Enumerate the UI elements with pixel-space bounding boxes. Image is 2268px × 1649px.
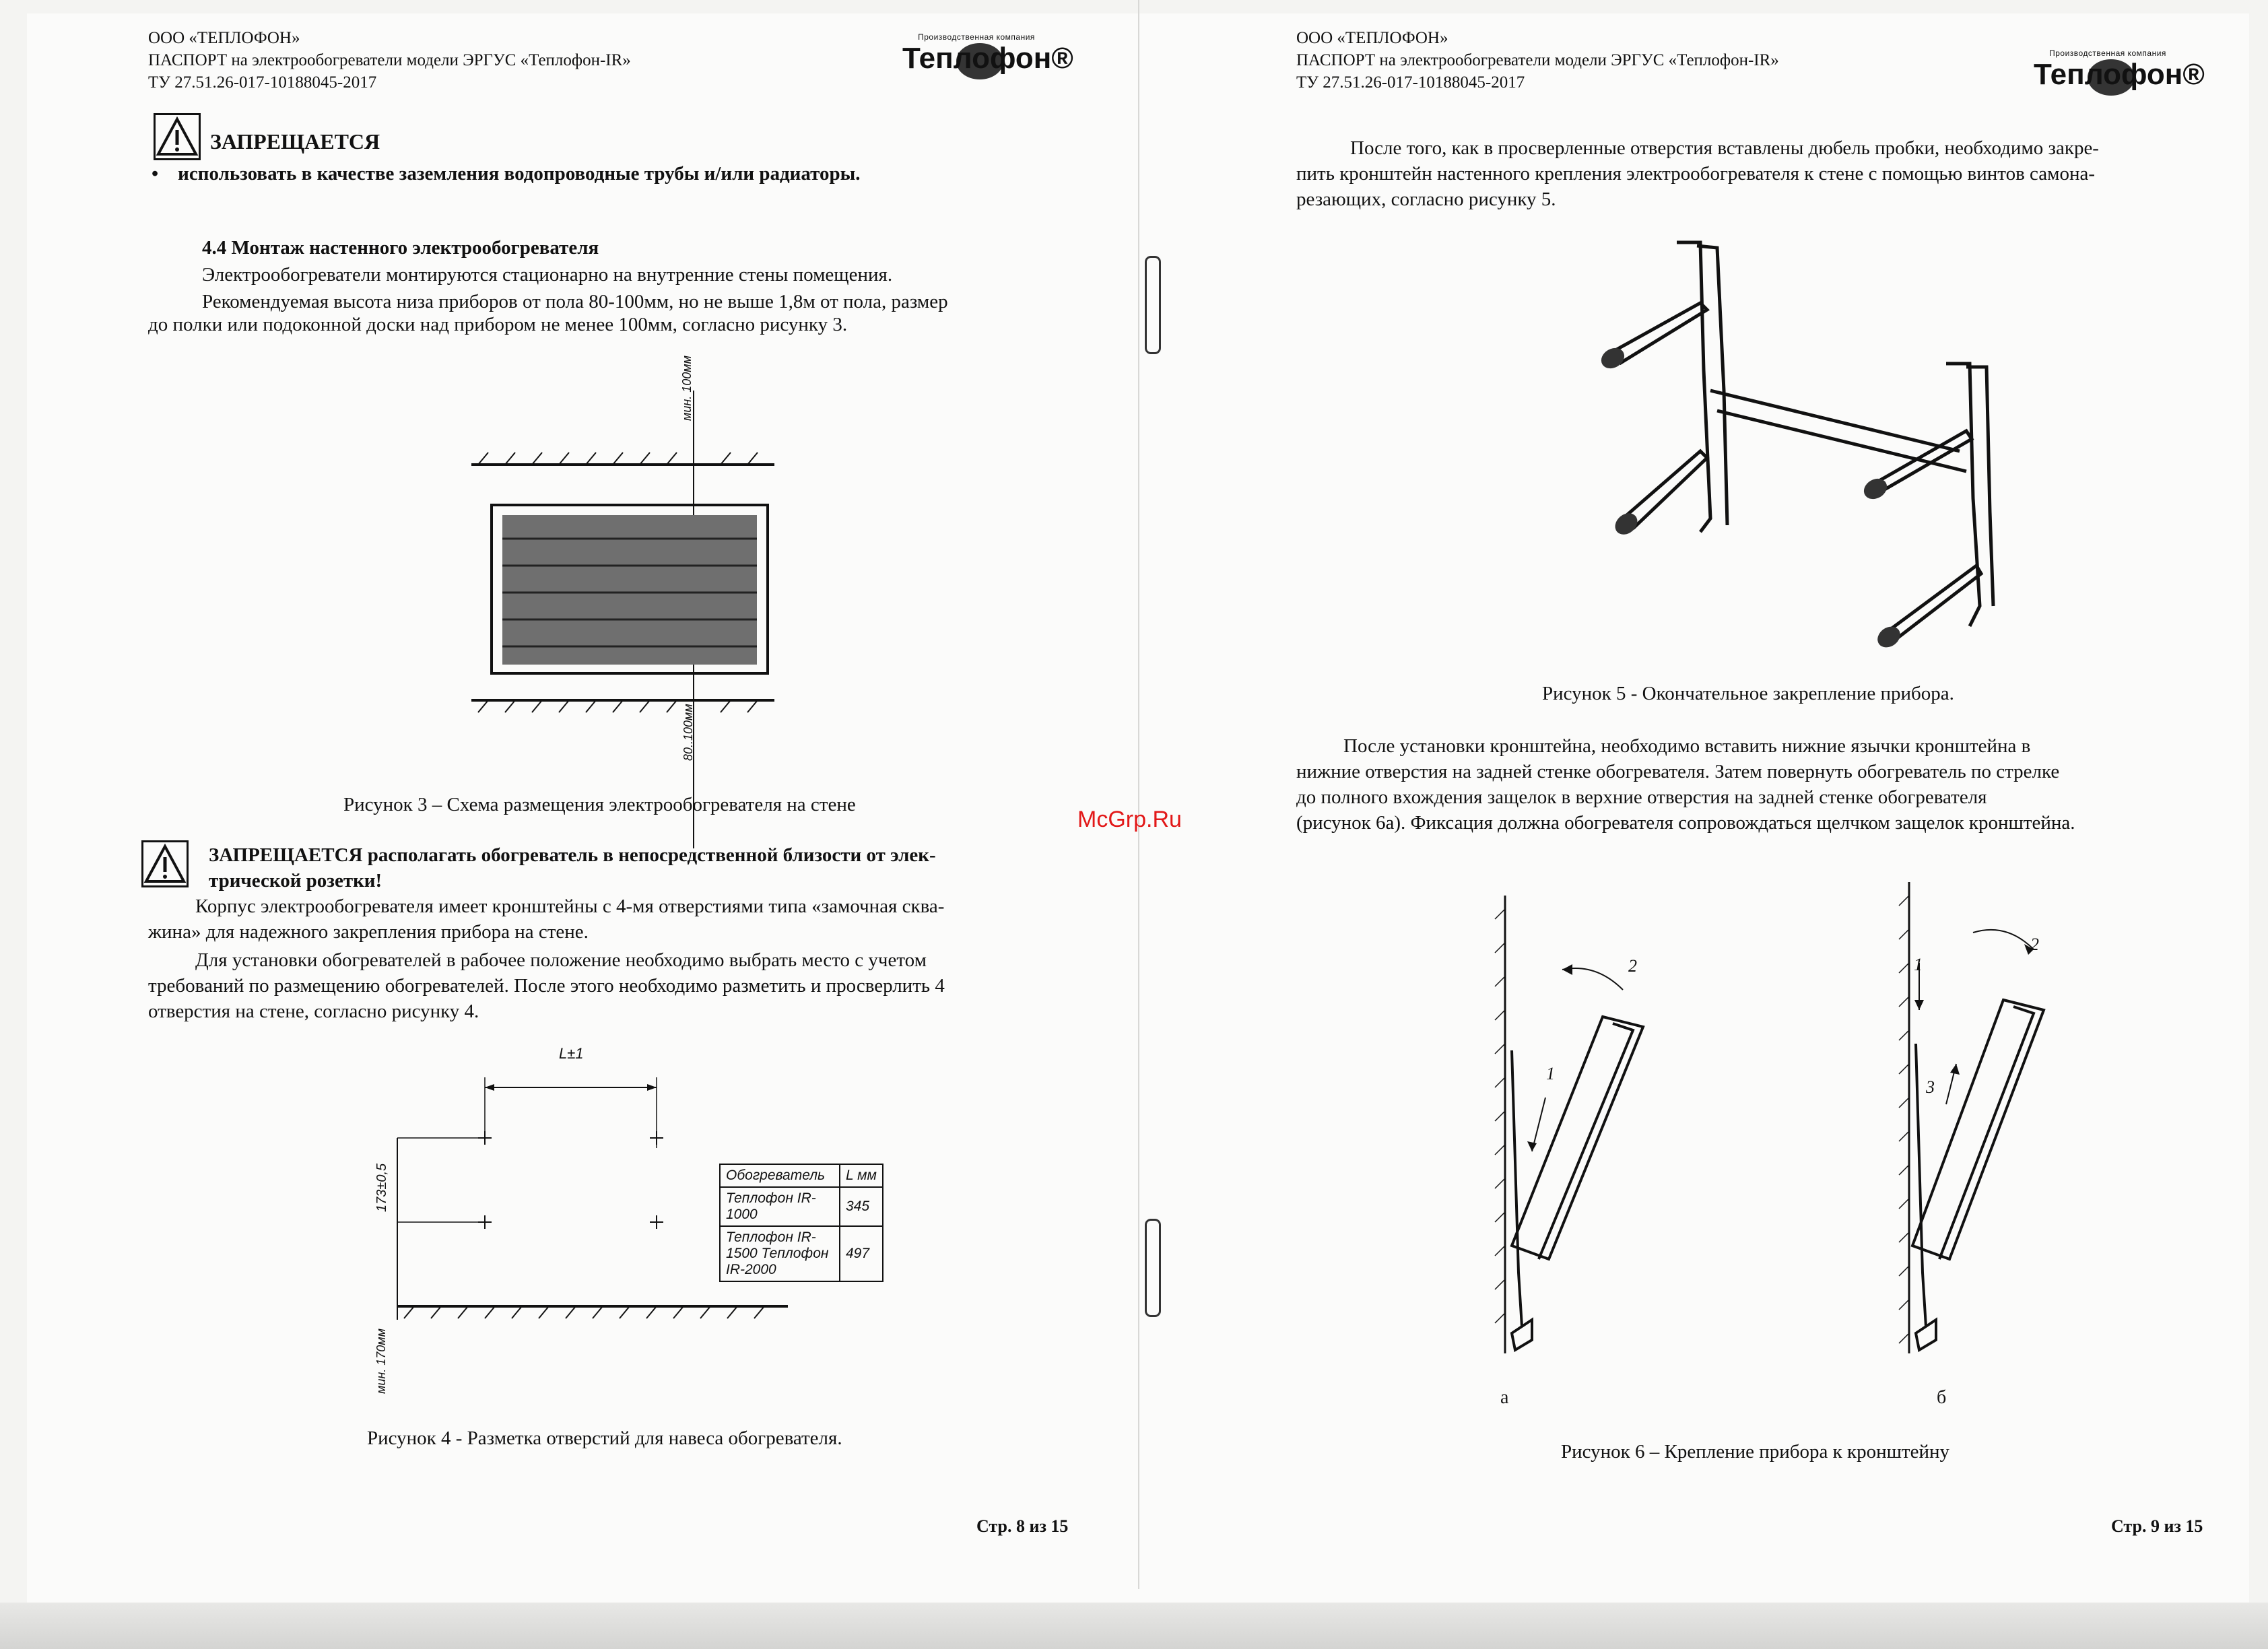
header-company: ООО «ТЕПЛОФОН» xyxy=(148,29,300,47)
header-tu: ТУ 27.51.26-017-10188045-2017 xyxy=(148,73,377,92)
paragraph-3b: жина» для надежного закрепления прибора на стене. xyxy=(148,921,589,943)
figure-5-bracket xyxy=(1582,229,2054,673)
logo-brand: Теплофон® xyxy=(902,42,1073,75)
paragraph-3a: Корпус электрообогревателя имеет кронштейны с 4-мя отверстиями типа «замочная сква- xyxy=(195,896,945,917)
r-paragraph-2d: (рисунок 6а). Фиксация должна обогревателя сопровождаться щелчком защелок кронштейна. xyxy=(1296,812,2075,834)
table-header-row xyxy=(720,1164,883,1187)
table-header-cell: Обогреватель xyxy=(720,1164,840,1187)
paragraph-1: Электрообогреватели монтируются стационарно на внутренние стены помещения. xyxy=(202,264,893,285)
warn1-item: • использовать в качестве заземления водопроводные трубы и/или радиаторы. xyxy=(152,163,861,184)
left-page-number: Стр. 8 из 15 xyxy=(976,1516,1069,1536)
paragraph-4a: Для установки обогревателей в рабочее положение необходимо выбрать место с учетом xyxy=(195,949,927,971)
scan-bottom-edge xyxy=(0,1603,2268,1649)
paragraph-2a: Рекомендуемая высота низа приборов от пола 80-100мм, но не выше 1,8м от пола, размер xyxy=(202,291,948,312)
table-header-cell: L мм xyxy=(840,1164,883,1187)
warn1-title: ЗАПРЕЩАЕТСЯ xyxy=(210,129,380,154)
fig6-caption: Рисунок 6 – Крепление прибора к кронштейну xyxy=(1561,1441,1950,1462)
table-cell: Теплофон IR-1000 xyxy=(720,1187,840,1226)
fig4-dim-h: 173±0,5 xyxy=(374,1163,389,1212)
header-tu: ТУ 27.51.26-017-10188045-2017 xyxy=(1296,73,1525,92)
fig6b-arrow-3-label: 3 xyxy=(1926,1077,1935,1097)
staple-bottom xyxy=(1145,1219,1161,1317)
fig6a-arrow-1-label: 1 xyxy=(1546,1064,1555,1083)
fig5-caption: Рисунок 5 - Окончательное закрепление прибора. xyxy=(1542,683,1954,704)
section-title: 4.4 Монтаж настенного электрообогревателя xyxy=(202,237,599,259)
logo-brand: Теплофон® xyxy=(2034,58,2205,91)
right-logo xyxy=(2034,48,2205,92)
fig3-bottom-dim: 80..100мм xyxy=(681,704,695,761)
warn2-line-a: ЗАПРЕЩАЕТСЯ располагать обогреватель в непосредственной близости от элек- xyxy=(209,844,936,866)
fig6b-arrow-1-label: 1 xyxy=(1914,955,1923,974)
header-company: ООО «ТЕПЛОФОН» xyxy=(1296,29,1448,47)
staple-top xyxy=(1145,256,1161,354)
table-cell: 497 xyxy=(840,1226,883,1281)
r-paragraph-2a: После установки кронштейна, необходимо вставить нижние язычки кронштейна в xyxy=(1343,735,2031,757)
r-paragraph-1b: пить кронштейн настенного крепления электрообогревателя к стене с помощью винтов самона- xyxy=(1296,163,2096,184)
fig3-top-dim: мин. 100мм xyxy=(680,356,694,421)
r-paragraph-2c: до полного вхождения защелок в верхние отверстия на задней стенке обогревателя xyxy=(1296,786,1987,808)
fig6-label-b: б xyxy=(1937,1387,1947,1408)
header-passport: ПАСПОРТ на электрообогреватели модели ЭРГУС «Теплофон-IR» xyxy=(1296,51,1779,69)
fig4-dim-L: L±1 xyxy=(559,1045,584,1062)
warning-triangle-icon xyxy=(154,113,201,160)
watermark: McGrp.Ru xyxy=(1077,807,1182,832)
r-paragraph-1c: резающих, согласно рисунку 5. xyxy=(1296,189,1556,210)
heater-dimension-table xyxy=(719,1164,883,1282)
fig6-label-a: а xyxy=(1500,1387,1509,1408)
header-passport: ПАСПОРТ на электрообогреватели модели ЭРГУС «Теплофон-IR» xyxy=(148,51,631,69)
fig6b-arrow-2-label: 2 xyxy=(2030,935,2039,954)
left-logo xyxy=(902,32,1073,75)
figure-6a-diagram xyxy=(1468,896,1697,1367)
warn2-line-b: трической розетки! xyxy=(209,870,382,891)
logo-caption: Производственная компания xyxy=(918,32,1035,42)
fig4-dim-min: мин. 170мм xyxy=(374,1328,388,1394)
left-header xyxy=(148,27,631,94)
fig4-caption: Рисунок 4 - Разметка отверстий для навеса обогревателя. xyxy=(367,1427,842,1449)
right-header xyxy=(1296,27,1779,94)
logo-caption: Производственная компания xyxy=(2049,48,2166,58)
table-cell: 345 xyxy=(840,1187,883,1226)
figure-6b-diagram xyxy=(1872,882,2101,1367)
warning-triangle-icon-2 xyxy=(141,840,189,887)
r-paragraph-2b: нижние отверстия на задней стенке обогревателя. Затем повернуть обогреватель по стрелке xyxy=(1296,761,2060,782)
paragraph-4c: отверстия на стене, согласно рисунку 4. xyxy=(148,1001,479,1022)
paragraph-2b: до полки или подоконной доски над прибором не менее 100мм, согласно рисунку 3. xyxy=(148,314,848,335)
table-row xyxy=(720,1226,883,1281)
page-spine xyxy=(1138,0,1139,1589)
paragraph-4b: требований по размещению обогревателей. После этого необходимо разметить и просверлить 4 xyxy=(148,975,945,997)
table-row xyxy=(720,1187,883,1226)
table-cell: Теплофон IR-1500 Теплофон IR-2000 xyxy=(720,1226,840,1281)
r-paragraph-1a: После того, как в просверленные отверстия вставлены дюбель пробки, необходимо закре- xyxy=(1350,137,2099,159)
fig3-caption: Рисунок 3 – Схема размещения электрообогревателя на стене xyxy=(343,794,856,815)
figure-3-diagram xyxy=(465,377,788,795)
right-page-number: Стр. 9 из 15 xyxy=(2111,1516,2203,1536)
fig6a-arrow-2-label: 2 xyxy=(1628,956,1637,976)
